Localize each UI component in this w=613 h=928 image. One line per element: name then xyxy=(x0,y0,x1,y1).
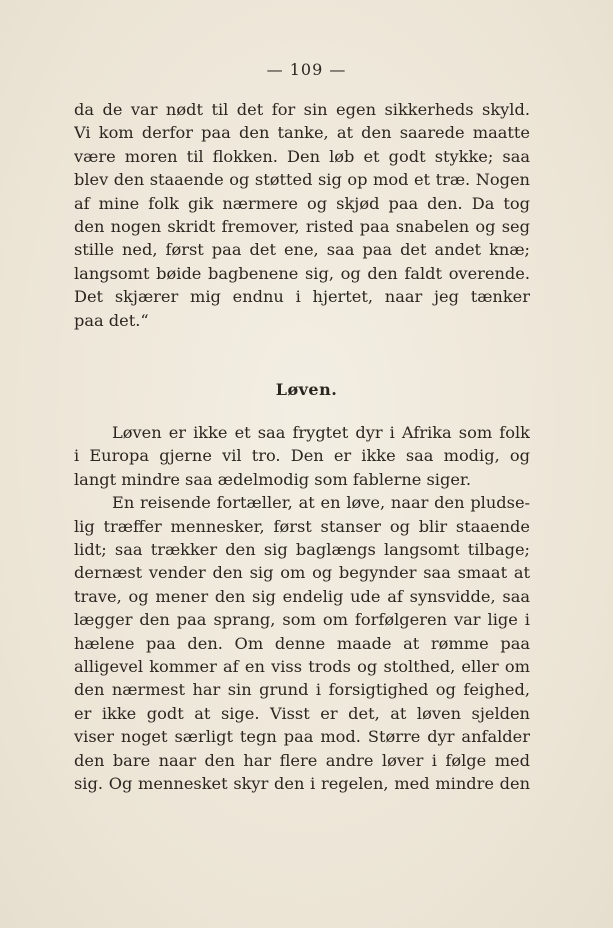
text-line: Løven er ikke et saa frygtet dyr i Afrika som folk xyxy=(112,423,530,442)
text-line: dernæst vender den sig om og begynder saa smaat at xyxy=(74,563,530,583)
text-line: blev den staaende og støtted sig op mod et træ. Nogen xyxy=(74,170,530,190)
text-line: Vi kom derfor paa den tanke, at den saarede maatte xyxy=(74,123,530,143)
text-line: den bare naar den har flere andre løver i følge med xyxy=(74,750,530,770)
page-number: — 109 — xyxy=(266,60,347,79)
text-line: alligevel kommer af en viss trods og stolthed, eller om xyxy=(74,657,530,677)
text-line: være moren til flokken. Den løb et godt stykke; saa xyxy=(74,146,530,166)
text-line: viser noget særligt tegn paa mod. Større dyr anfalder xyxy=(74,727,530,747)
text-line: lægger den paa sprang, som om forfølgeren var lige i xyxy=(74,610,530,630)
text-line: er ikke godt at sige. Visst er det, at løven sjelden xyxy=(74,703,530,723)
text-line: sig. Og mennesket skyr den i regelen, med mindre den xyxy=(74,774,530,794)
text-line: i Europa gjerne vil tro. Den er ikke saa modig, og xyxy=(74,446,530,466)
text-line: lidt; saa trækker den sig baglængs langsomt tilbage; xyxy=(74,540,530,560)
text-line: af mine folk gik nærmere og skjød paa den. Da tog xyxy=(74,193,530,213)
paragraph-lion-body xyxy=(74,421,530,796)
text-line: den nogen skridt fremover, risted paa snabelen og seg xyxy=(74,217,530,237)
text-line: Det skjærer mig endnu i hjertet, naar jeg tænker xyxy=(74,287,530,307)
text-line: stille ned, først paa det ene, saa paa det andet knæ; xyxy=(74,240,530,260)
text-line: hælene paa den. Om denne maade at rømme paa xyxy=(74,633,530,653)
paragraph-elephant-ending xyxy=(74,98,530,332)
text-line: da de var nødt til det for sin egen sikkerheds skyld. xyxy=(74,100,530,119)
text-line: langsomt bøide bagbenene sig, og den faldt overende. xyxy=(74,263,530,283)
text-line: den nærmest har sin grund i forsigtighed og feighed, xyxy=(74,680,530,700)
text-line: langt mindre saa ædelmodig som fablerne siger. xyxy=(74,469,472,489)
text-line: paa det.“ xyxy=(74,310,149,330)
text-line: trave, og mener den sig endelig ude af synsvidde, saa xyxy=(74,586,530,606)
text-line: En reisende fortæller, at en løve, naar den pludse- xyxy=(112,493,530,513)
text-line: lig træffer mennesker, først stanser og blir staaende xyxy=(74,516,530,536)
section-heading: Løven. xyxy=(275,380,338,399)
